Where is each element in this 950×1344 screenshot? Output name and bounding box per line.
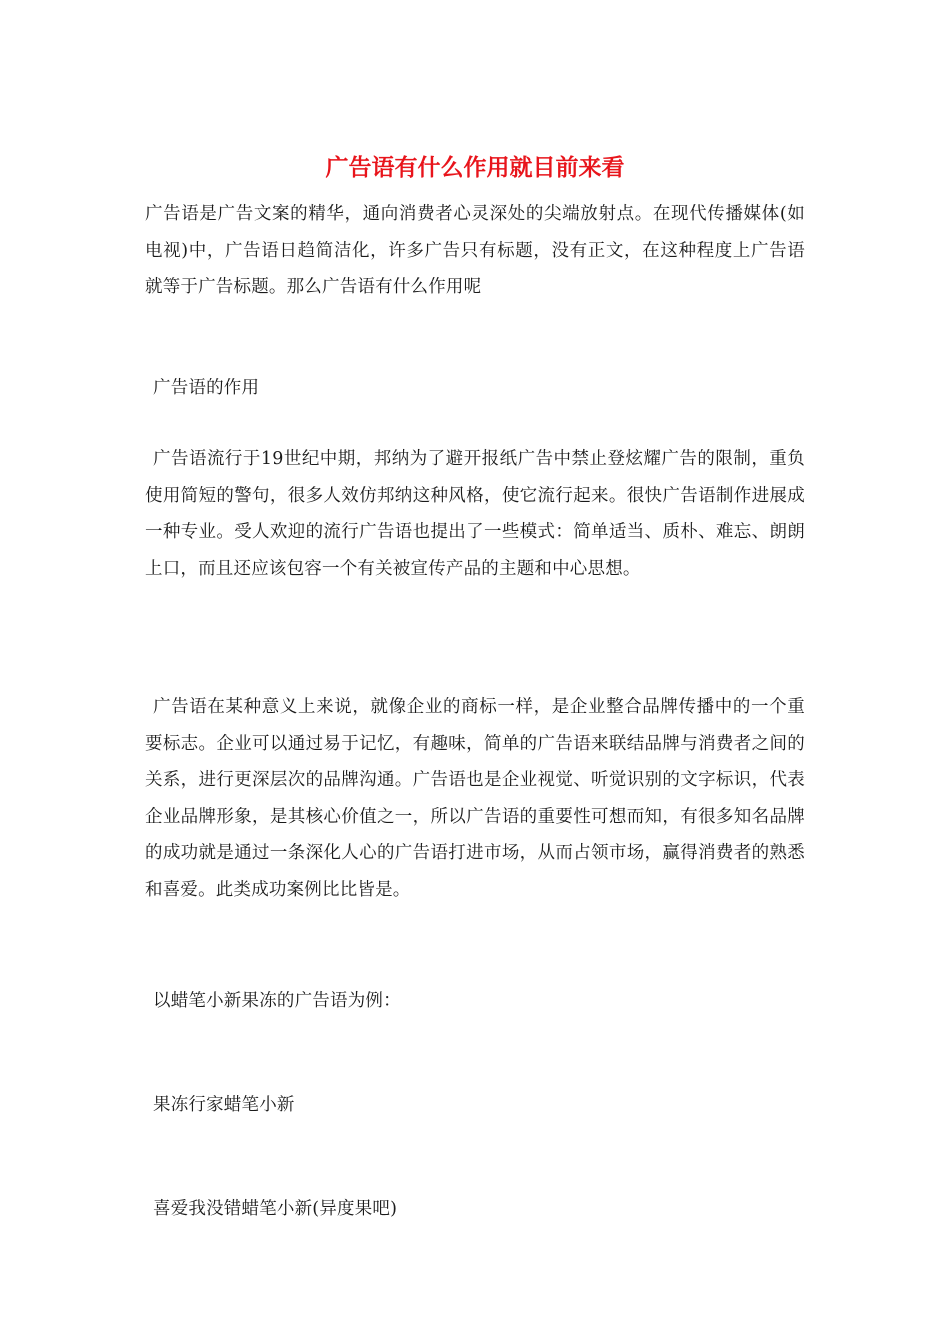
slogan-line-2: 喜爱我没错蜡笔小新(异度果吧) (153, 1199, 398, 1219)
paragraph-intro: 广告语是广告文案的精华，通向消费者心灵深处的尖端放射点。在现代传播媒体(如电视)中，广告语日趋简洁化，许多广告只有标题，没有正文，在这种程度上广告语就等于广告标题。那么广告语有什么作用呢 (145, 204, 805, 297)
paragraph-importance: 广告语在某种意义上来说，就像企业的商标一样，是企业整合品牌传播中的一个重要标志。企业可以通过易于记忆，有趣味，简单的广告语来联结品牌与消费者之间的关系，进行更深层次的品牌沟通。广告语也是企业视觉、听觉识别的文字标识，代表企业品牌形象，是其核心价值之一，所以广告语的重要性可想而知，有很多知名品牌的成功就是通过一条深化人心的广告语打进市场，从而占领市场，赢得消费者的熟悉和喜爱。此类成功案例比比皆是。 (145, 697, 805, 900)
document-title: 广告语有什么作用就目前来看 (325, 154, 625, 181)
section-heading: 广告语的作用 (153, 378, 260, 398)
paragraph-example-intro: 以蜡笔小新果冻的广告语为例： (153, 991, 401, 1011)
paragraph-history: 广告语流行于19世纪中期，邦纳为了避开报纸广告中禁止登炫耀广告的限制，重负使用简短的警句，很多人效仿邦纳这种风格，使它流行起来。很快广告语制作进展成一种专业。受人欢迎的流行广告语也提出了一些模式：简单适当、质朴、难忘、朗朗上口，而且还应该包容一个有关被宣传产品的主题和中心思想。 (145, 449, 805, 579)
slogan-line-1: 果冻行家蜡笔小新 (153, 1095, 295, 1115)
